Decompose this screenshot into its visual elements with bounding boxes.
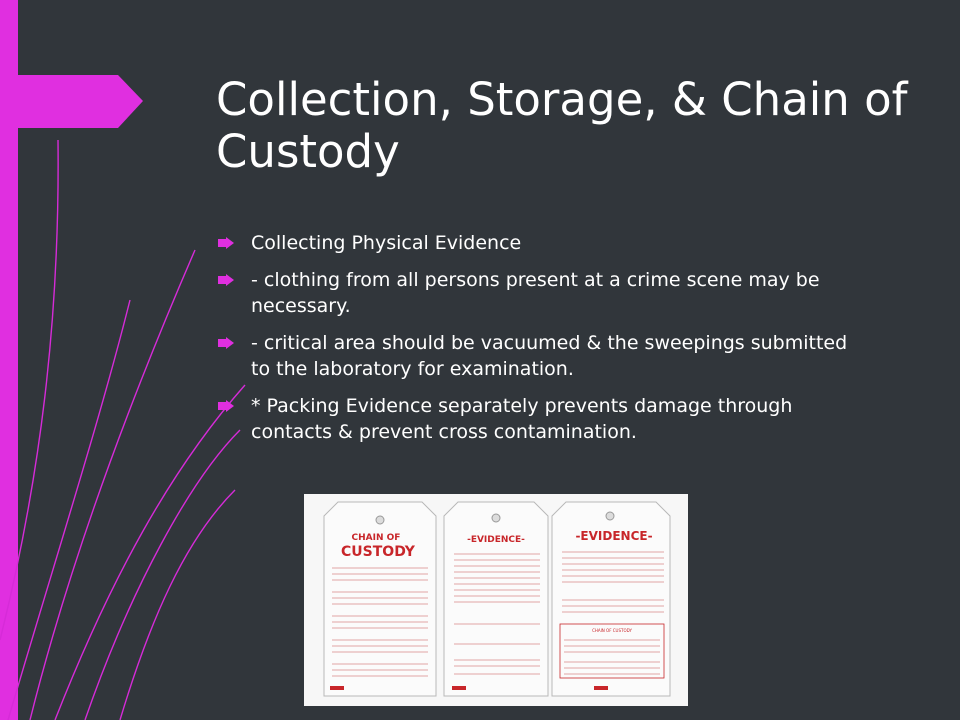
decorative-curves (0, 140, 245, 720)
evidence-tag (444, 502, 548, 696)
evidence-custody-tag (552, 502, 670, 696)
tag-heading-line2: CUSTODY (341, 544, 415, 560)
bullet-list (218, 230, 868, 456)
tag-heading-line1: CHAIN OF (351, 533, 401, 543)
tag-hole (606, 512, 614, 520)
bullet-item (218, 393, 868, 445)
bullet-text: - clothing from all persons present at a crime scene may be necessary. (251, 269, 820, 317)
bullet-text: Collecting Physical Evidence (251, 232, 522, 254)
evidence-tags-illustration (304, 494, 688, 706)
tag-hole (492, 514, 500, 522)
arrow-right-icon (218, 274, 234, 286)
bullet-item (218, 267, 868, 319)
tag-heading: -EVIDENCE- (467, 535, 525, 545)
bullet-text: * Packing Evidence separately prevents damage through contacts & prevent cross contamination. (251, 395, 793, 443)
bullet-item (218, 230, 868, 256)
slide-title: Collection, Storage, & Chain of Custody (216, 73, 908, 178)
bullet-item (218, 330, 868, 382)
arrow-right-icon (218, 400, 234, 412)
arrow-right-icon (218, 237, 234, 249)
bullet-text: - critical area should be vacuumed & the sweepings submitted to the laboratory for examination. (251, 332, 848, 380)
chain-of-custody-tag (324, 502, 436, 696)
tag-heading: -EVIDENCE- (575, 529, 653, 543)
evidence-tags-image (304, 494, 688, 706)
custody-box-label: CHAIN OF CUSTODY (592, 628, 632, 633)
tag-hole (376, 516, 384, 524)
title-arrow-tab (18, 75, 143, 128)
arrow-right-icon (218, 337, 234, 349)
left-accent-bar (0, 0, 18, 720)
